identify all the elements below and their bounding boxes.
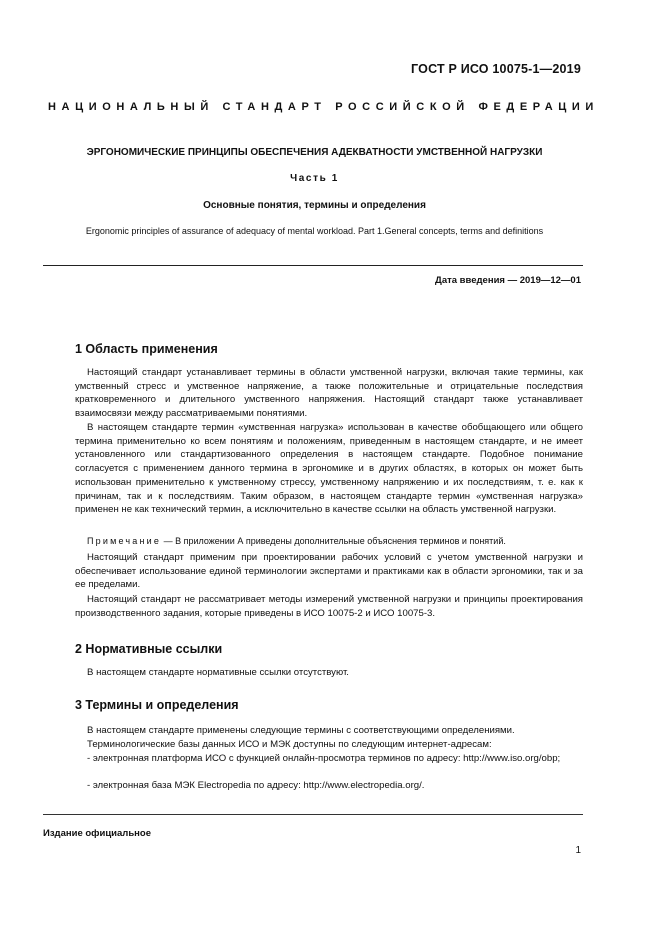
section-1-paragraph-1: Настоящий стандарт устанавливает термины в области умственной нагрузки, включая такие термины, как умственный стресс и умственное напряжение, а также положительные и отрицательные последствия кратковременного и длительного умственного напряжения. Настоящий стандарт также устанавливает взаимосвязи между рассматриваемыми понятиями.: [75, 367, 583, 420]
part-label: Часть 1: [290, 173, 339, 184]
section-1-heading: 1 Область применения: [75, 342, 218, 356]
introduction-date: Дата введения — 2019—12—01: [435, 275, 581, 286]
section-3-paragraph-2: Терминологические базы данных ИСО и МЭК доступны по следующим интернет-адресам:: [87, 739, 492, 750]
document-title: ЭРГОНОМИЧЕСКИЕ ПРИНЦИПЫ ОБЕСПЕЧЕНИЯ АДЕКВАТНОСТИ УМСТВЕННОЙ НАГРУЗКИ: [86, 147, 543, 158]
section-1-paragraph-3: Настоящий стандарт применим при проектировании рабочих условий с учетом умственной нагрузки и обеспечивает использование единой терминологии экспертами и практиками как в области эргономики, так и за ее пределами.: [75, 552, 583, 591]
section-1-paragraph-4: Настоящий стандарт не рассматривает методы измерений умственной нагрузки и принципы проектирования производственного задания, которые приведены в ИСО 10075-2 и ИСО 10075-3.: [75, 594, 583, 619]
english-title: Ergonomic principles of assurance of adequacy of mental workload. Part 1.General concepts, terms and definitions: [85, 226, 544, 236]
section-3-paragraph-1: В настоящем стандарте применены следующие термины с соответствующими определениями.: [87, 725, 515, 736]
page-number: 1: [575, 845, 581, 856]
national-standard-banner: НАЦИОНАЛЬНЫЙ СТАНДАРТ РОССИЙСКОЙ ФЕДЕРАЦИИ: [48, 101, 599, 113]
standard-code: ГОСТ Р ИСО 10075-1—2019: [411, 62, 581, 76]
section-2-heading: 2 Нормативные ссылки: [75, 642, 223, 656]
section-3-bullet-1: - электронная платформа ИСО с функцией онлайн-просмотра терминов по адресу: http://www.iso.org/obp;: [87, 753, 561, 764]
document-subtitle: Основные понятия, термины и определения: [203, 200, 426, 211]
section-1-note: [75, 535, 583, 547]
note-text: — В приложении А приведены дополнительные объяснения терминов и понятий.: [161, 536, 506, 546]
section-2-paragraph-1: В настоящем стандарте нормативные ссылки отсутствуют.: [87, 667, 349, 678]
section-1-paragraph-2: В настоящем стандарте термин «умственная нагрузка» использован в качестве обобщающего или общего термина применительно ко всем понятиям и положениям, приведенным в настоящем стандарте, и не имеет установленного или стандартизованного определения в настоящем стандарте. Подобное понимание согласуется с применением данного термина в эргономике и в других областях, в которых он может быть использован применительно к умственному стрессу, умственному напряжению и их последствиям, т. е. как к причинам, так и к последствиям. Таким образом, в настоящем стандарте термин «умственная нагрузка» применен не как технический термин, а исключительно в качестве ссылки на область умственной нагрузки.: [75, 422, 583, 516]
section-3-heading: 3 Термины и определения: [75, 698, 239, 712]
top-divider: [43, 265, 583, 266]
edition-label: Издание официальное: [43, 828, 151, 839]
section-3-bullet-2: - электронная база МЭК Electropedia по адресу: http://www.electropedia.org/.: [87, 780, 425, 791]
note-label: Примечание: [87, 536, 162, 546]
footer-divider: [43, 814, 583, 815]
